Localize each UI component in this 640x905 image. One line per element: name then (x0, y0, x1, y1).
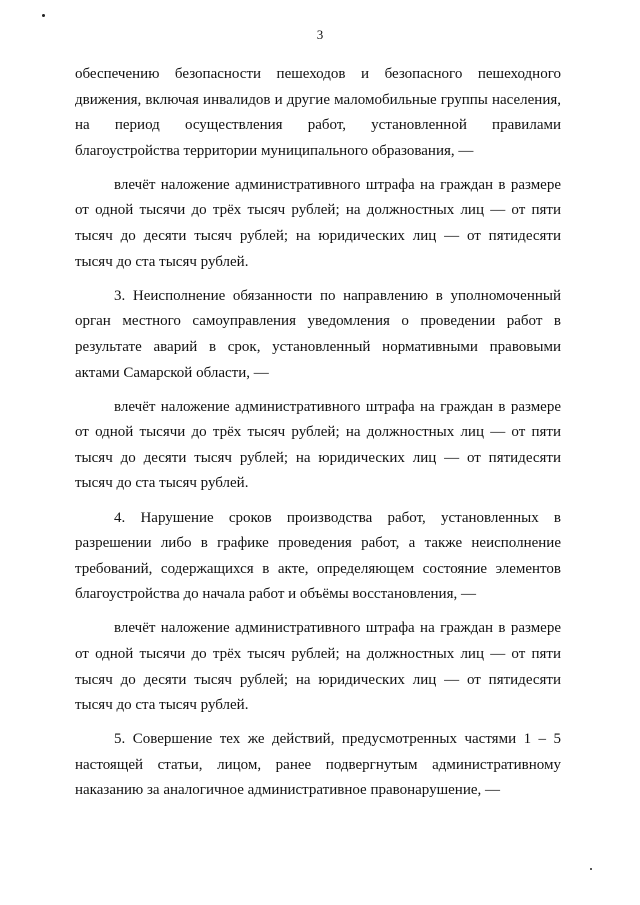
scan-speck (42, 14, 45, 17)
paragraph-continuation: обеспечению безопасности пешеходов и безопасного пешеходного движения, включая инвалидов и другие маломобильные группы населения, на период осуществления работ, установленной правилами благоустройства территории муниципального образования, — (75, 66, 561, 159)
paragraph-penalty: влечёт наложение административного штрафа на граждан в размере от одной тысячи до трёх тысяч рублей; на должностных лиц — от пяти тысяч до десяти тысяч рублей; на юридических лиц — от пятидесяти тысяч до ста тысяч рублей. (75, 620, 561, 714)
paragraph-part-3: 3. Неисполнение обязанности по направлению в уполномоченный орган местного самоуправления уведомления о проведении работ в результате аварий в срок, установленный нормативными правовыми актами Самарской области, — (75, 287, 561, 381)
paragraph-penalty: влечёт наложение административного штрафа на граждан в размере от одной тысячи до трёх тысяч рублей; на должностных лиц — от пяти тысяч до десяти тысяч рублей; на юридических лиц — от пятидесяти тысяч до ста тысяч рублей. (75, 176, 561, 270)
scan-speck (590, 868, 592, 870)
page-number: 3 (316, 27, 324, 42)
paragraph-part-4: 4. Нарушение сроков производства работ, установленных в разрешении либо в графике проведения работ, а также неисполнение требований, содержащихся в акте, определяющем состояние элементов благоустройства до начала работ и объёмы восстановления, — (75, 509, 561, 603)
document-body (75, 62, 561, 813)
paragraph-penalty: влечёт наложение административного штрафа на граждан в размере от одной тысячи до трёх тысяч рублей; на должностных лиц — от пяти тысяч до десяти тысяч рублей; на юридических лиц — от пятидесяти тысяч до ста тысяч рублей. (75, 398, 561, 492)
paragraph-part-5: 5. Совершение тех же действий, предусмотренных частями 1 – 5 настоящей статьи, лицом, ранее подвергнутым административному наказанию за аналогичное административное правонарушение, — (75, 731, 561, 799)
